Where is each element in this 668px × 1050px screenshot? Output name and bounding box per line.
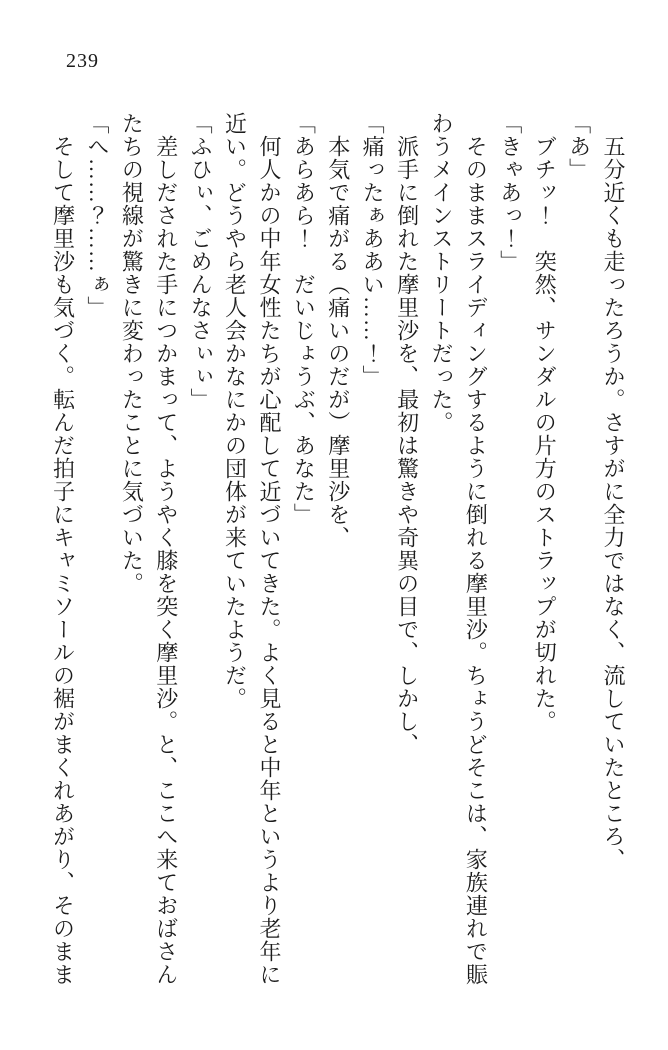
text-line: 近い。どうやら老人会かなにかの団体が来ていたようだ。 xyxy=(222,112,248,710)
text-line: 五分近くも走ったろうか。さすがに全力ではなく、流していたところ、 xyxy=(601,112,626,871)
text-line: 何人かの中年女性たちが心配して近づいてきた。よく見ると中年というより老年に xyxy=(256,112,282,986)
text-line: 「ふひぃ、ごめんなさぃぃ」 xyxy=(188,112,214,411)
text-line: 「あらあら！ だいじょうぶ、あなた」 xyxy=(291,112,317,526)
text-line: そして摩里沙も気づく。転んだ拍子にキャミソールの裾がまくれあがり、そのまま xyxy=(50,112,76,986)
page-number: 239 xyxy=(66,50,99,72)
text-line: ブチッ！ 突然、サンダルの片方のストラップが切れた。 xyxy=(532,112,558,733)
text-line: わうメインストリートだった。 xyxy=(428,112,454,434)
text-line: そのままスライディングするように倒れる摩里沙。ちょうどそこは、家族連れで賑 xyxy=(463,112,489,986)
text-line: 「へ……？……ぁ」 xyxy=(84,112,110,319)
text-line: 派手に倒れた摩里沙を、最初は驚きや奇異の目で、しかし、 xyxy=(394,112,420,756)
text-line: 本気で痛がる（痛いのだが）摩里沙を、 xyxy=(325,112,351,549)
text-line: たちの視線が驚きに変わったことに気づいた。 xyxy=(119,112,145,595)
text-line: 「きゃあっ！」 xyxy=(497,112,523,273)
text-line: 差しだされた手につかまって、ようやく膝を突く摩里沙。と、ここへ来ておばさん xyxy=(153,112,179,986)
text-line: 「あ」 xyxy=(566,112,592,181)
text-line: 「痛ったぁああい……！」 xyxy=(360,112,386,388)
novel-text-block xyxy=(45,112,630,1000)
